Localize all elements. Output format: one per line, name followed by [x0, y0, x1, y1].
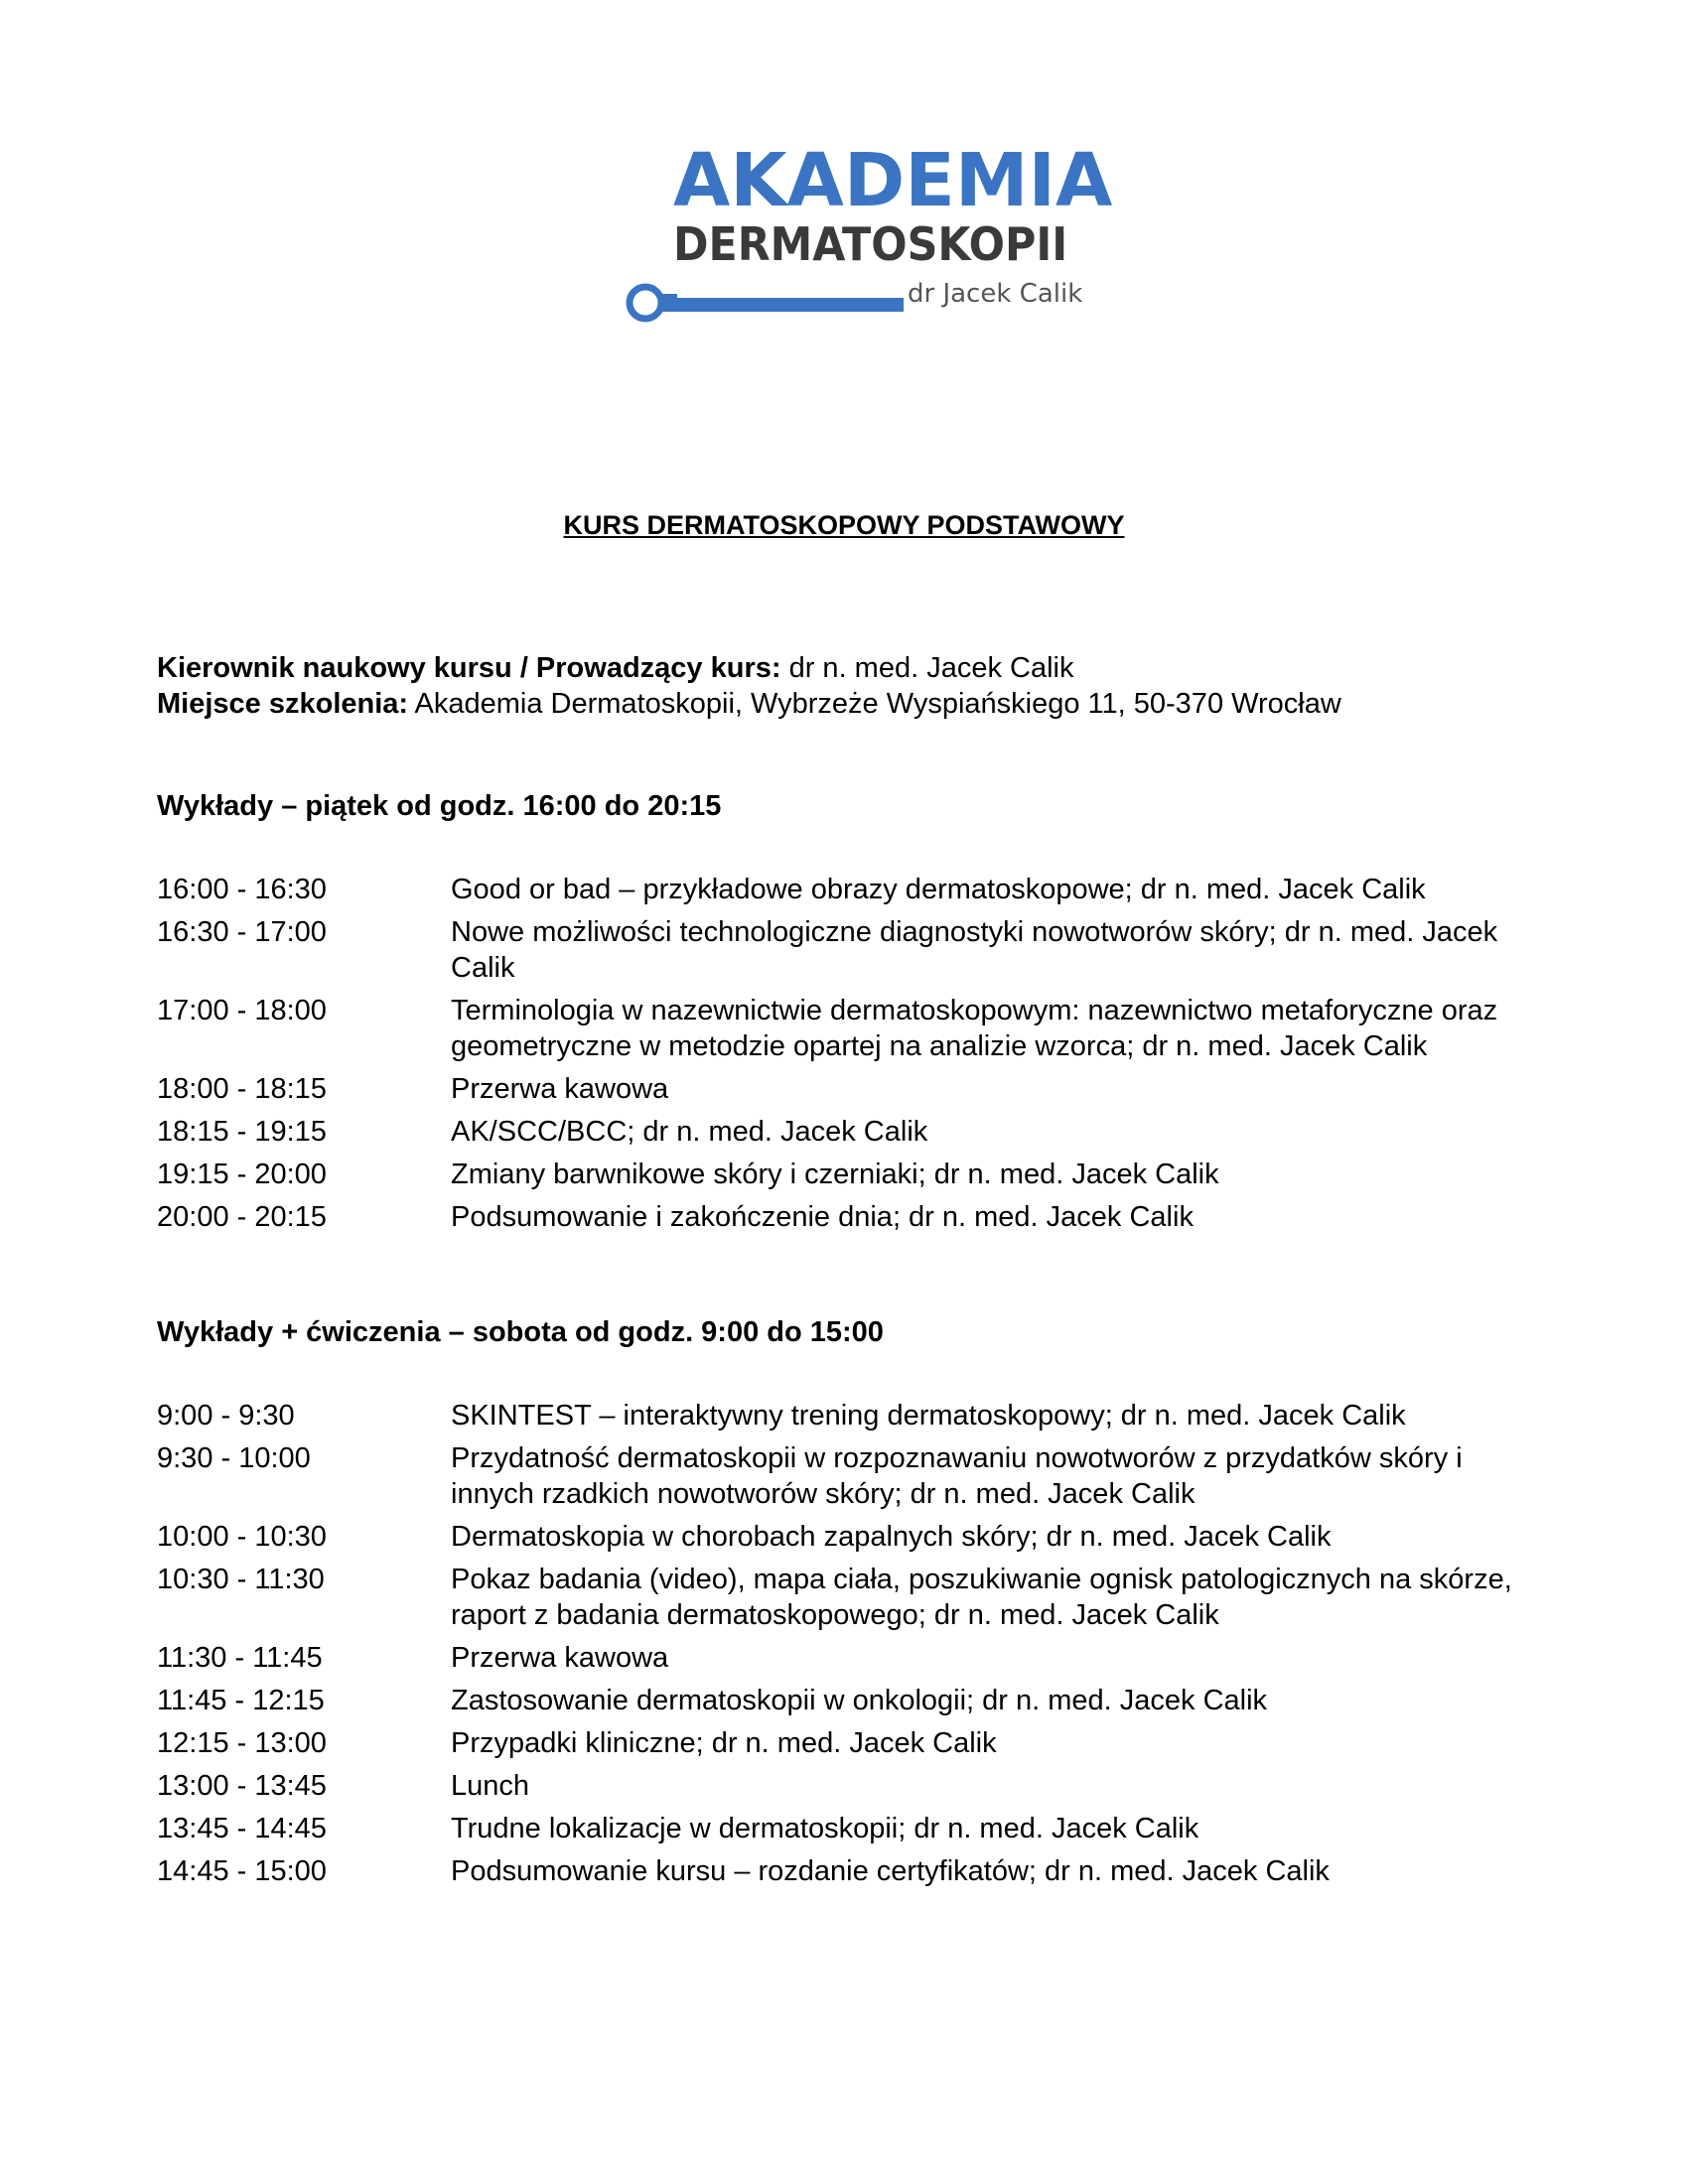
schedule-time: 13:00 - 13:45 — [157, 1770, 327, 1802]
schedule-desc: Przerwa kawowa — [451, 1073, 669, 1105]
schedule-desc: Good or bad – przykładowe obrazy dermatoskopowe; dr n. med. Jacek Calik — [451, 874, 1426, 905]
schedule-time: 9:00 - 9:30 — [157, 1400, 295, 1432]
schedule-time: 13:45 - 14:45 — [157, 1813, 327, 1844]
friday-heading: Wykłady – piątek od godz. 16:00 do 20:15 — [157, 790, 722, 822]
schedule-desc: Podsumowanie kursu – rozdanie certyfikatów; dr n. med. Jacek Calik — [451, 1855, 1330, 1887]
schedule-row — [157, 1683, 1547, 1718]
schedule-time: 18:15 - 19:15 — [157, 1116, 327, 1148]
schedule-desc: AK/SCC/BCC; dr n. med. Jacek Calik — [451, 1116, 928, 1148]
schedule-row — [157, 1440, 1547, 1512]
place-value: Akademia Dermatoskopii, Wybrzeże Wyspiańskiego 11, 50-370 Wrocław — [414, 688, 1341, 720]
schedule-row — [157, 872, 1547, 907]
friday-schedule — [157, 872, 1547, 1242]
schedule-row — [157, 1071, 1547, 1107]
schedule-row — [157, 1725, 1547, 1761]
schedule-row — [157, 1562, 1547, 1633]
schedule-time: 18:00 - 18:15 — [157, 1073, 327, 1105]
page-title: KURS DERMATOSKOPOWY PODSTAWOWY — [563, 510, 1125, 540]
schedule-desc: Przydatność dermatoskopii w rozpoznawaniu nowotworów z przydatków skóry i innych rzadkich nowotworów skóry; dr n. med. Jacek Calik — [451, 1442, 1463, 1510]
schedule-row — [157, 1114, 1547, 1150]
schedule-time: 16:30 - 17:00 — [157, 916, 327, 948]
schedule-desc: SKINTEST – interaktywny trening dermatoskopowy; dr n. med. Jacek Calik — [451, 1400, 1406, 1432]
schedule-time: 11:30 - 11:45 — [157, 1642, 323, 1674]
schedule-desc: Przerwa kawowa — [451, 1642, 669, 1674]
schedule-time: 10:30 - 11:30 — [157, 1564, 325, 1595]
logo-title: AKADEMIA — [673, 138, 1113, 223]
schedule-time: 20:00 - 20:15 — [157, 1201, 327, 1233]
schedule-row — [157, 914, 1547, 986]
director-value: dr n. med. Jacek Calik — [788, 652, 1074, 684]
place-line — [157, 686, 1341, 722]
schedule-time: 11:45 - 12:15 — [157, 1685, 325, 1716]
schedule-time: 14:45 - 15:00 — [157, 1855, 327, 1887]
schedule-desc: Dermatoskopia w chorobach zapalnych skóry; dr n. med. Jacek Calik — [451, 1521, 1332, 1553]
logo-author: dr Jacek Calik — [908, 279, 1083, 309]
schedule-row — [157, 1811, 1547, 1846]
schedule-time: 16:00 - 16:30 — [157, 874, 327, 905]
schedule-time: 9:30 - 10:00 — [157, 1442, 311, 1474]
schedule-row — [157, 993, 1547, 1064]
director-line — [157, 650, 1341, 686]
schedule-desc: Lunch — [451, 1770, 530, 1802]
schedule-desc: Podsumowanie i zakończenie dnia; dr n. med. Jacek Calik — [451, 1201, 1194, 1233]
schedule-desc: Zmiany barwnikowe skóry i czerniaki; dr n. med. Jacek Calik — [451, 1159, 1219, 1190]
schedule-desc: Zastosowanie dermatoskopii w onkologii; dr n. med. Jacek Calik — [451, 1685, 1268, 1716]
schedule-row — [157, 1640, 1547, 1676]
course-meta — [157, 650, 1341, 722]
schedule-row — [157, 1157, 1547, 1192]
schedule-desc: Przypadki kliniczne; dr n. med. Jacek Calik — [451, 1727, 997, 1759]
schedule-time: 17:00 - 18:00 — [157, 995, 327, 1026]
schedule-time: 12:15 - 13:00 — [157, 1727, 327, 1759]
schedule-row — [157, 1853, 1547, 1889]
schedule-desc: Nowe możliwości technologiczne diagnostyki nowotworów skóry; dr n. med. Jacek Calik — [451, 916, 1498, 984]
saturday-heading: Wykłady + ćwiczenia – sobota od godz. 9:00 do 15:00 — [157, 1316, 884, 1348]
schedule-row — [157, 1768, 1547, 1804]
director-label: Kierownik naukowy kursu / Prowadzący kurs: — [157, 652, 781, 684]
schedule-desc: Terminologia w nazewnictwie dermatoskopowym: nazewnictwo metaforyczne oraz geometryczne w metodzie opartej na analizie wzorca; dr n. med. Jacek Calik — [451, 995, 1498, 1062]
schedule-desc: Pokaz badania (video), mapa ciała, poszukiwanie ognisk patologicznych na skórze, raport z badania dermatoskopowego; dr n. med. Jacek Calik — [451, 1564, 1512, 1631]
schedule-row — [157, 1519, 1547, 1555]
logo — [626, 138, 1113, 333]
logo-subtitle: DERMATOSKOPII — [673, 217, 1068, 271]
schedule-desc: Trudne lokalizacje w dermatoskopii; dr n. med. Jacek Calik — [451, 1813, 1199, 1844]
saturday-schedule — [157, 1398, 1547, 1896]
schedule-row — [157, 1398, 1547, 1433]
schedule-time: 19:15 - 20:00 — [157, 1159, 327, 1190]
schedule-time: 10:00 - 10:30 — [157, 1521, 327, 1553]
schedule-row — [157, 1199, 1547, 1235]
place-label: Miejsce szkolenia: — [157, 688, 409, 720]
